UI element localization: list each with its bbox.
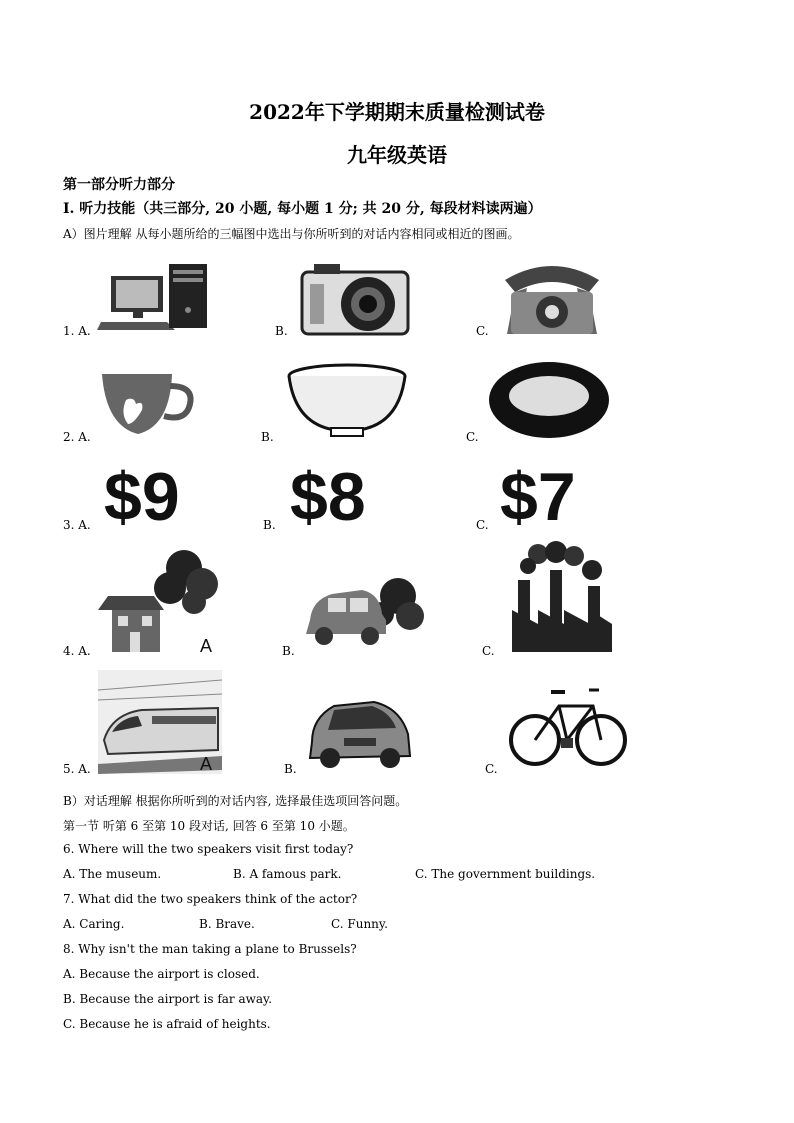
partA-instructions: A）图片理解 从每小题所给的三幅图中选出与你所听到的对话内容相同或相近的图画。 <box>63 227 520 241</box>
price-9-text: $9 <box>104 459 180 528</box>
q7-option-a: A. Caring. <box>63 917 125 931</box>
q6-option-c: C. The government buildings. <box>415 867 596 881</box>
q1-label-c: C. <box>476 324 489 338</box>
car-smoke-icon <box>302 560 426 656</box>
q2-label-b: B. <box>261 430 274 444</box>
partB-intro: B）对话理解 根据你所听到的对话内容, 选择最佳选项回答问题。 <box>63 794 408 808</box>
q5-label-b: B. <box>284 762 297 776</box>
q7-option-b: B. Brave. <box>199 917 255 931</box>
q4-label-c: C. <box>482 644 495 658</box>
price-8 <box>290 458 394 528</box>
price-9 <box>104 458 204 528</box>
computer-icon <box>97 262 212 334</box>
train-icon <box>98 670 222 774</box>
q3-label-a: 3. A. <box>63 518 91 532</box>
question-8: 8. Why isn't the man taking a plane to Brussels? <box>63 942 357 956</box>
q8-option-a: A. Because the airport is closed. <box>63 967 260 981</box>
picture-letter-a-2: A <box>200 754 213 774</box>
bowl-icon <box>285 362 409 442</box>
q7-option-c: C. Funny. <box>331 917 388 931</box>
price-7 <box>500 458 600 528</box>
house-smoke-icon <box>98 544 222 656</box>
q5-label-c: C. <box>485 762 498 776</box>
telephone-icon <box>497 258 607 336</box>
q4-label-a: 4. A. <box>63 644 91 658</box>
q2-label-a: 2. A. <box>63 430 91 444</box>
q6-option-a: A. The museum. <box>63 867 162 881</box>
car-icon <box>304 694 416 770</box>
q1-label-b: B. <box>275 324 288 338</box>
camera-icon <box>300 260 412 338</box>
page-title: 2022年下学期期末质量检测试卷 <box>249 100 545 124</box>
q1-label-a: 1. A. <box>63 324 91 338</box>
section1-heading: I. 听力技能（共三部分, 20 小题, 每小题 1 分; 共 20 分, 每段材料读两遍） <box>63 201 542 217</box>
q3-label-c: C. <box>476 518 489 532</box>
q6-option-b: B. A famous park. <box>233 867 342 881</box>
price-7-text: $7 <box>500 459 576 528</box>
q3-label-b: B. <box>263 518 276 532</box>
page-subtitle: 九年级英语 <box>347 143 447 167</box>
q8-option-b: B. Because the airport is far away. <box>63 992 273 1006</box>
q8-option-c: C. Because he is afraid of heights. <box>63 1017 271 1031</box>
picture-letter-a: A <box>200 636 213 656</box>
partB-section: 第一节 听第 6 至第 10 段对话, 回答 6 至第 10 小题。 <box>63 819 355 833</box>
question-6: 6. Where will the two speakers visit first today? <box>63 842 354 856</box>
bicycle-icon <box>507 682 629 770</box>
q4-label-b: B. <box>282 644 295 658</box>
price-8-text: $8 <box>290 459 366 528</box>
cup-icon <box>98 364 198 442</box>
part1-heading: 第一部分听力部分 <box>63 177 175 193</box>
factory-smoke-icon <box>508 540 616 656</box>
q2-label-c: C. <box>466 430 479 444</box>
q5-label-a: 5. A. <box>63 762 91 776</box>
question-7: 7. What did the two speakers think of the actor? <box>63 892 358 906</box>
plate-icon <box>487 360 611 440</box>
